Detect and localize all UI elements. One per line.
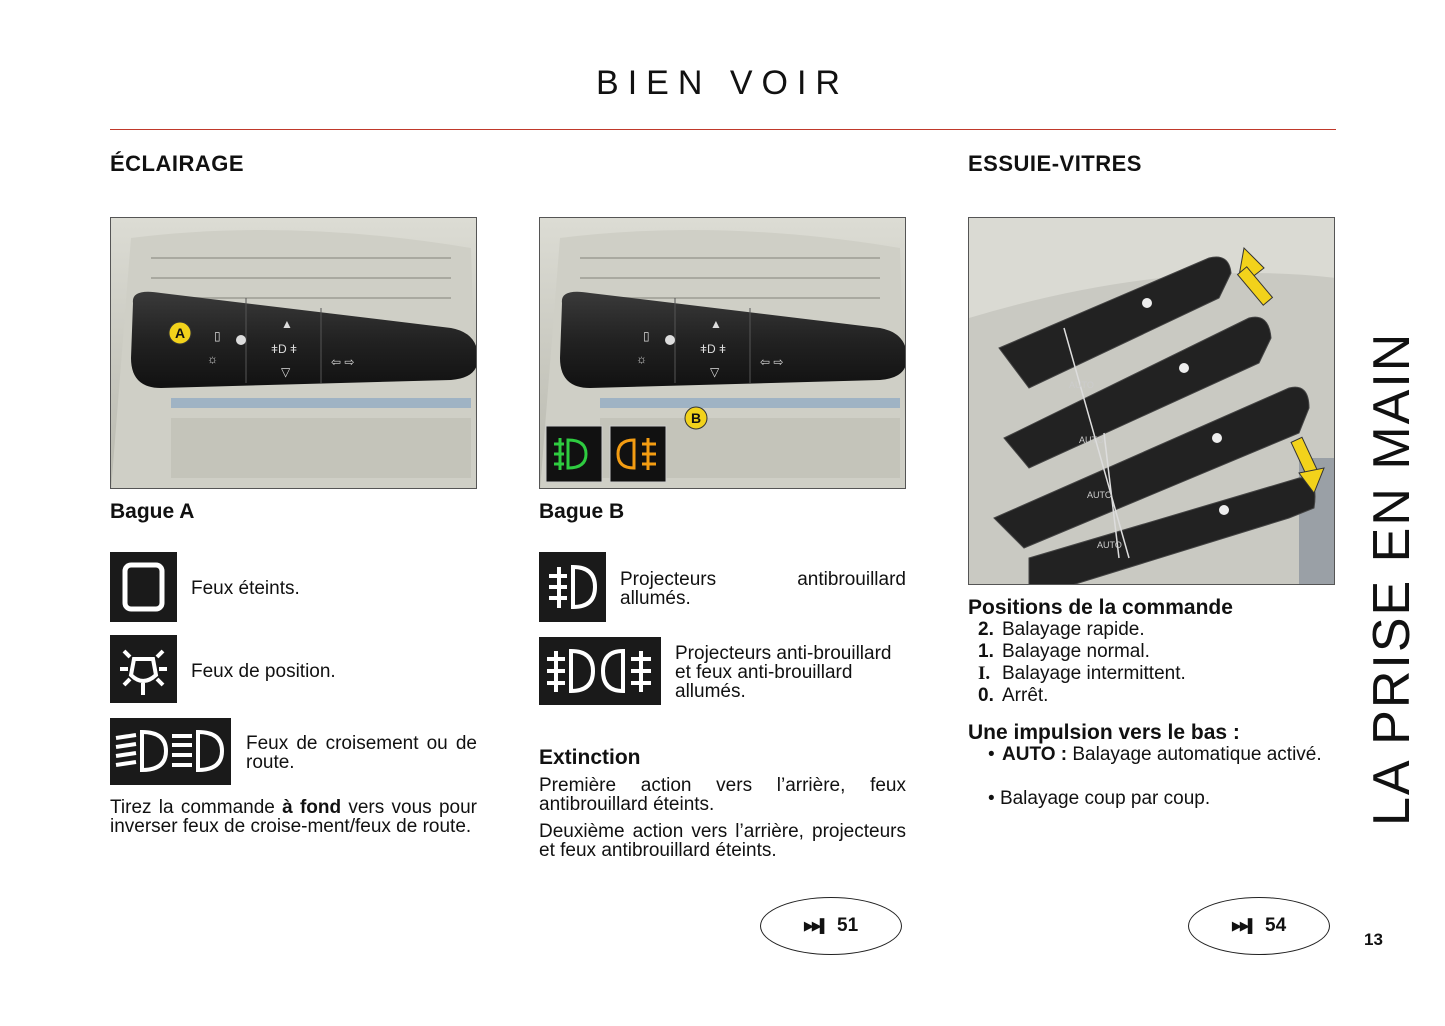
svg-text:▲: ▲ — [281, 317, 293, 331]
section-heading-eclairage: ÉCLAIRAGE — [110, 151, 245, 176]
svg-text:▲: ▲ — [710, 317, 722, 331]
svg-text:☼: ☼ — [207, 352, 218, 366]
front-fog-lights-icon — [539, 552, 606, 622]
svg-text:ǂD ǂ: ǂD ǂ — [271, 342, 298, 356]
page-ref-54-link[interactable] — [1188, 897, 1330, 955]
dipped-main-beam-icon — [110, 718, 231, 785]
bague-a-note-bold: à fond — [282, 797, 342, 818]
page-title: BIEN VOIR — [596, 64, 849, 102]
list-item: 1. Balayage normal. — [978, 641, 1150, 662]
photo-label-a: A — [174, 325, 186, 341]
auto-label: AUTO : — [1002, 744, 1068, 765]
impulse-title: Une impulsion vers le bas : — [968, 721, 1240, 744]
section-heading-essuie-vitres: ESSUIE-VITRES — [968, 151, 1142, 176]
single-sweep-text: Balayage coup par coup. — [999, 788, 1211, 809]
page-ref-51-link[interactable] — [760, 897, 902, 955]
extinction-paragraph-2: Deuxième action vers l’arrière, projecteurs et feux antibrouillard éteints. — [539, 821, 906, 861]
list-item: I. Balayage intermittent. — [978, 663, 1186, 684]
bague-b-title: Bague B — [539, 500, 625, 523]
bague-a-title: Bague A — [110, 500, 195, 523]
list-item: 0. Arrêt. — [978, 685, 1049, 706]
bague-a-note-pre: Tirez la commande — [110, 797, 283, 818]
positions-title: Positions de la commande — [968, 596, 1233, 619]
svg-text:AUTO: AUTO — [1087, 490, 1112, 500]
position-lights-text: Feux de position. — [191, 661, 336, 682]
svg-text:AUTO: AUTO — [1079, 435, 1104, 445]
lights-off-icon — [110, 552, 177, 622]
front-rear-fog-lights-icon — [539, 637, 661, 705]
list-item: 2. Balayage rapide. — [978, 619, 1145, 640]
front-fog-lights-text: Projecteurs antibrouillard allumés. — [620, 569, 906, 609]
svg-text:AUTO: AUTO — [1069, 380, 1094, 390]
front-rear-fog-lights-text: Projecteurs anti-brouillard et feux anti-brouillard allumés. — [675, 643, 892, 702]
fog-light-stalk-photo-b — [539, 217, 906, 489]
bague-a-note — [110, 798, 477, 836]
svg-text:AUTO: AUTO — [1097, 540, 1122, 550]
page-ref-51: 51 — [837, 915, 859, 936]
svg-text:ǂD ǂ: ǂD ǂ — [700, 342, 727, 356]
svg-text:▽: ▽ — [281, 365, 291, 379]
page-number: 13 — [1364, 930, 1383, 949]
side-section-title: LA PRISE EN MAIN — [1363, 331, 1421, 826]
photo-label-b: B — [690, 410, 702, 426]
extinction-paragraph-1: Première action vers l’arrière, feux antibrouillard éteints. — [539, 775, 906, 815]
lights-off-text: Feux éteints. — [191, 578, 300, 599]
lighting-stalk-photo-a — [110, 217, 477, 489]
next-page-icon: ▶▶▌ — [803, 918, 828, 933]
positions-list — [978, 619, 1186, 707]
single-sweep-bullet: • Balayage coup par coup. — [988, 788, 1211, 809]
svg-text:▯: ▯ — [214, 329, 221, 343]
svg-text:⇦ ⇨: ⇦ ⇨ — [760, 355, 784, 369]
svg-text:▽: ▽ — [710, 365, 720, 379]
fog-indicator-green-icon — [546, 426, 602, 482]
svg-text:▯: ▯ — [643, 329, 650, 343]
svg-text:☼: ☼ — [636, 352, 647, 366]
extinction-title: Extinction — [539, 746, 641, 769]
wiper-stalk-photo — [968, 217, 1335, 585]
dipped-main-beam-text: Feux de croisement ou de route. — [246, 733, 477, 773]
next-page-icon: ▶▶▌ — [1231, 918, 1256, 933]
title-divider — [110, 129, 1336, 130]
page-ref-54: 54 — [1265, 915, 1287, 936]
auto-text: Balayage automatique activé. — [1067, 744, 1322, 765]
auto-bullet: • AUTO : Balayage automatique activé. — [988, 744, 1322, 765]
bague-a-note-post: vers vous pour inverser feux de croise-ment/feux de route. — [110, 797, 477, 837]
position-lights-icon — [110, 635, 177, 703]
fog-indicator-orange-icon — [610, 426, 666, 482]
svg-text:⇦ ⇨: ⇦ ⇨ — [331, 355, 355, 369]
